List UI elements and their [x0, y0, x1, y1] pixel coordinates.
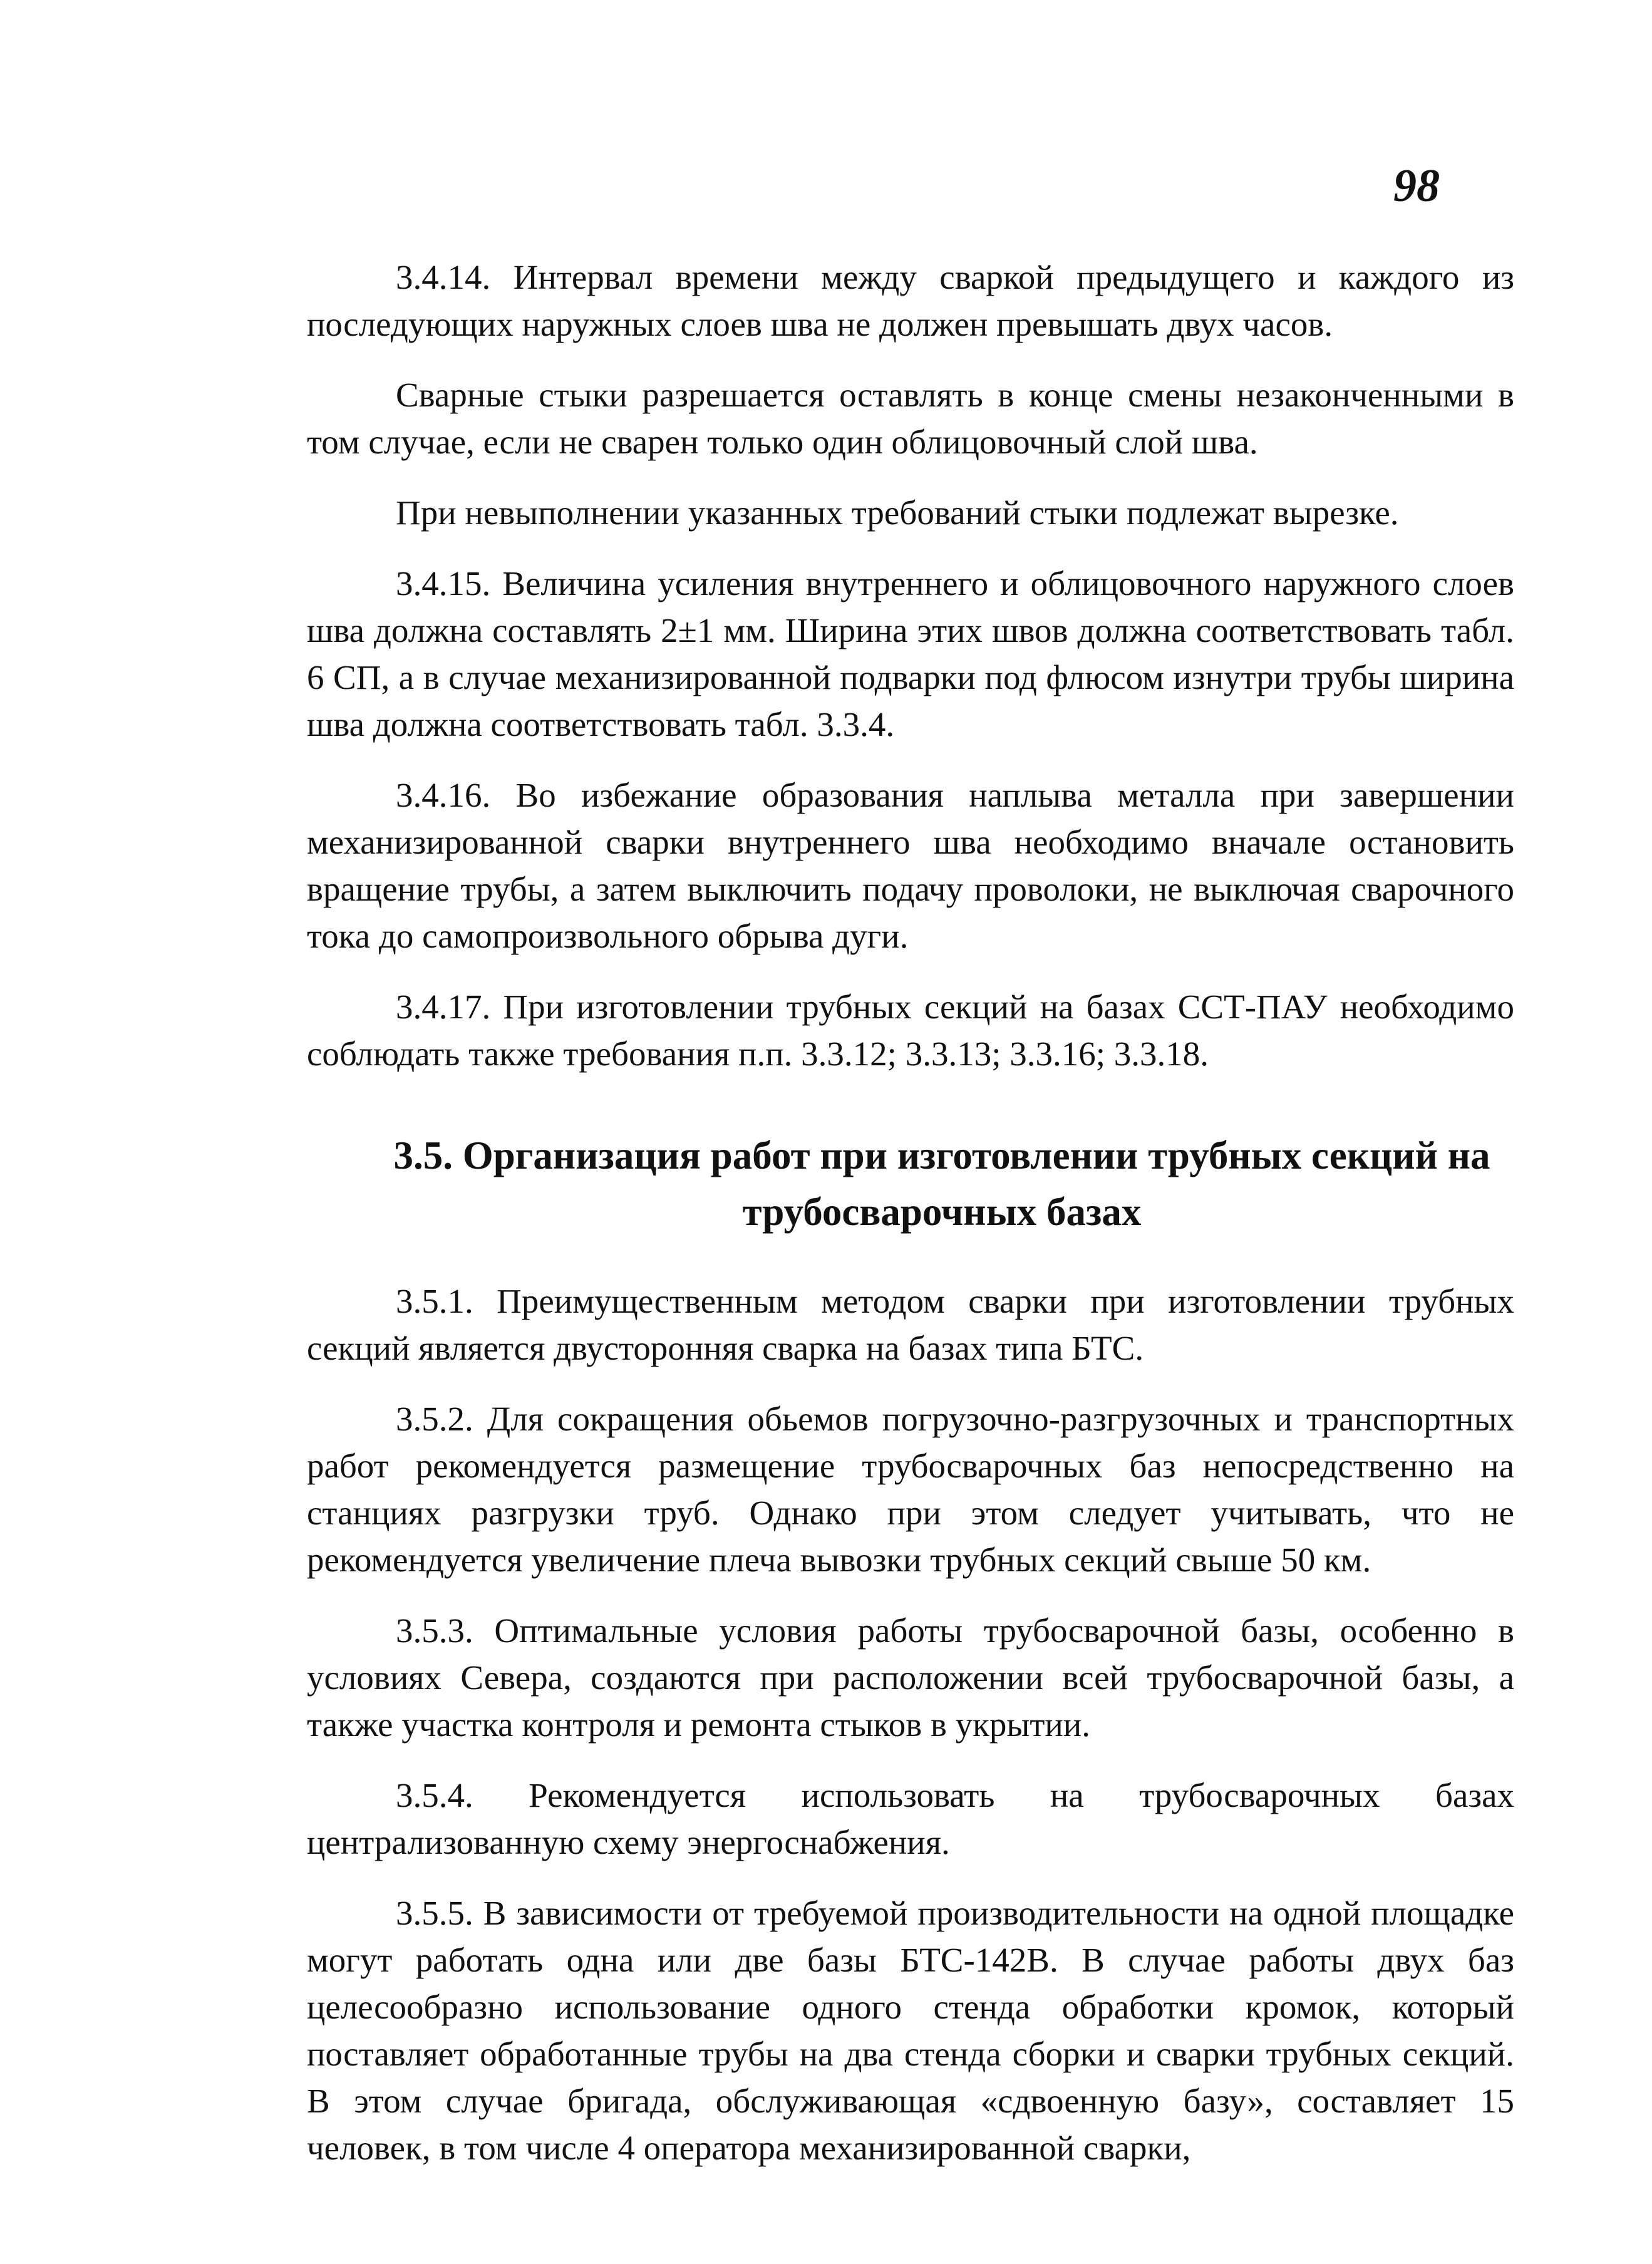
paragraph-3-4-17: 3.4.17. При изготовлении трубных секций на базах ССТ-ПАУ необходимо соблюдать также требования п.п. 3.3.12; 3.3.13; 3.3.16; 3.3.18. — [307, 988, 1514, 1073]
body-text — [307, 254, 1514, 2195]
paragraph-3-5-3: 3.5.3. Оптимальные условия работы трубосварочной базы, особенно в условиях Севера, создаются при расположении всей трубосварочной базы, а также участка контроля и ремонта стыков в укрытии. — [307, 1611, 1514, 1744]
paragraph-3-4-16: 3.4.16. Во избежание образования наплыва металла при завершении механизированной сварки внутреннего шва необходимо вначале остановить вращение трубы, а затем выключить подачу проволоки, не выключая сварочного тока до самопроизвольного обрыва дуги. — [307, 776, 1514, 955]
page-number: 98 — [1393, 160, 1440, 212]
paragraph-cut-out: При невыполнении указанных требований стыки подлежат вырезке. — [396, 494, 1399, 532]
paragraph-3-4-14: 3.4.14. Интервал времени между сваркой предыдущего и каждого из последующих наружных слоев шва не должен превышать двух часов. — [307, 258, 1514, 343]
section-heading-3-5: 3.5. Организация работ при изготовлении трубных секций на трубосварочных базах — [393, 1134, 1490, 1234]
paragraph-3-5-5: 3.5.5. В зависимости от требуемой производительности на одной площадке могут работать одна или две базы БТС-142В. В случае работы двух баз целесообразно использование одного стенда обработки кромок, который поставляет обработанные трубы на два стенда сборки и сварки трубных секций. В этом случае бригада, обслуживающая «сдвоенную базу», составляет 15 человек, в том числе 4 оператора механизированной сварки, — [307, 1894, 1514, 2167]
paragraph-unfinished-joints: Сварные стыки разрешается оставлять в конце смены незаконченными в том случае, если не сварен только один облицовочный слой шва. — [307, 376, 1514, 461]
paragraph-3-5-1: 3.5.1. Преимущественным методом сварки при изготовлении трубных секций является двусторонняя сварка на базах типа БТС. — [307, 1282, 1514, 1367]
paragraph-3-4-15: 3.4.15. Величина усиления внутреннего и облицовочного наружного слоев шва должна составлять 2±1 мм. Ширина этих швов должна соответствовать табл. 6 СП, а в случае механизированной подварки под флюсом изнутри трубы ширина шва должна соответствовать табл. 3.3.4. — [307, 564, 1514, 743]
paragraph-3-5-4: 3.5.4. Рекомендуется использовать на трубосварочных базах централизованную схему энергоснабжения. — [307, 1776, 1514, 1861]
paragraph-3-5-2: 3.5.2. Для сокращения обьемов погрузочно-разгрузочных и транспортных работ рекомендуется размещение трубосварочных баз непосредственно на станциях разгрузки труб. Однако при этом следует учитывать, что не рекомендуется увеличение плеча вывозки трубных секций свыше 50 км. — [307, 1400, 1514, 1579]
